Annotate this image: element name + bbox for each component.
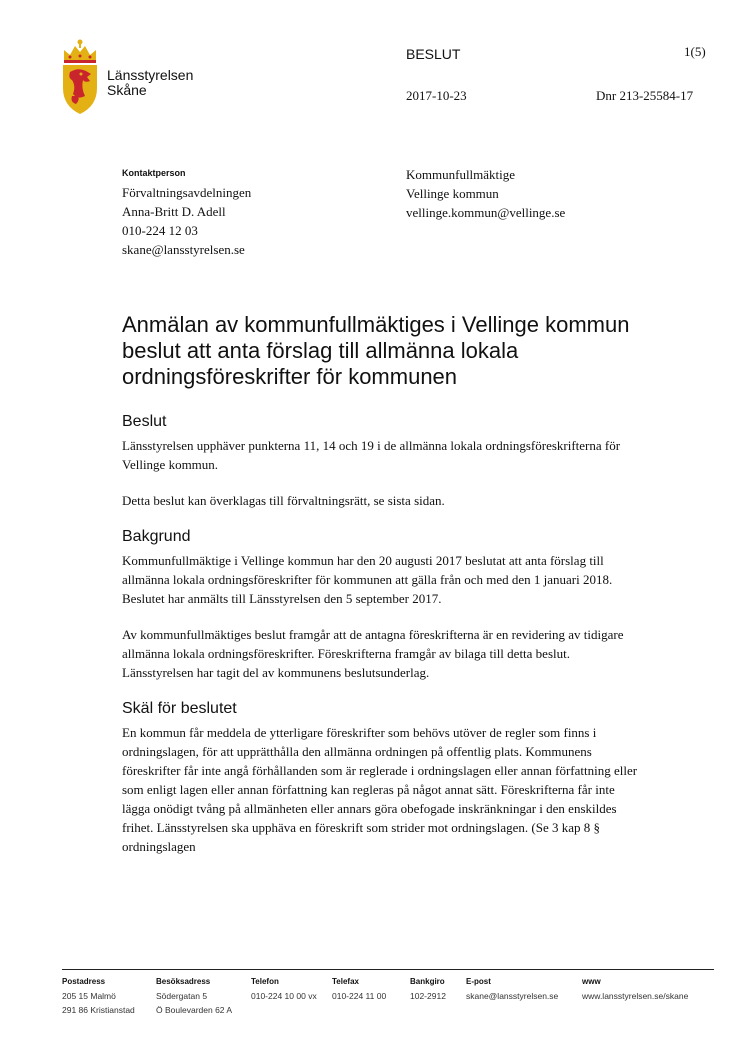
recipient-email: vellinge.kommun@vellinge.se [406,205,566,220]
section-heading: Skäl för beslutet [122,700,237,717]
coat-of-arms-icon [58,38,102,118]
paragraph: En kommun får meddela de ytterligare föreskrifter som behövs utöver de regler som finns i ordningslagen, för att upprätthålla den allmänna ordningen på offentlig plats. Kommunens föreskrifter får inte angå förhållanden som är reglerade i ordningslagen eller annan författning eller som enligt lagen eller annan författning kan regleras på något annat sätt. Föreskrifterna får inte lägga onödigt tvång på allmänheten eller annars göra obefogade inskränkningar i den enskildes frihet. Länsstyrelsen ska upphäva en föreskrift som strider mot ordningslagen. (Se 3 kap 8 § ordningslagen [122,725,638,854]
document-title: Anmälan av kommunfullmäktiges i Vellinge kommun beslut att anta förslag till allmänna lokala ordningsföreskrifter för kommunen [122,312,630,389]
recipient-line: Kommunfullmäktige [406,167,516,182]
footer-value: www.lansstyrelsen.se/skane [582,991,689,1001]
agency-name [107,68,193,98]
paragraph: Länsstyrelsen upphäver punkterna 11, 14 och 19 i de allmänna lokala ordningsföreskrifterna för Vellinge kommun. [122,438,621,472]
page-number: 1(5) [684,44,706,59]
footer-postadress [62,975,135,1017]
footer-value: Södergatan 5 [156,991,208,1001]
paragraph: Av kommunfullmäktiges beslut framgår att de antagna föreskrifterna är en revidering av tidigare allmänna lokala ordningsföreskrifter. Föreskrifterna framgår av bilaga till detta beslut. Länsstyrelsen har tagit del av kommunens beslutsunderlag. [122,627,624,680]
paragraph: Detta beslut kan överklagas till förvaltningsrätt, se sista sidan. [122,493,445,508]
footer-label: E-post [466,977,491,986]
footer-label: Telefon [251,977,279,986]
footer-epost [466,975,558,1003]
contact-label: Kontaktperson [122,168,186,178]
document-body [122,312,642,873]
contact-department: Förvaltningsavdelningen [122,185,252,200]
footer-value: 010-224 11 00 [332,991,387,1001]
contact-person: Anna-Britt D. Adell [122,204,226,219]
footer-label: Postadress [62,977,106,986]
footer-divider [62,969,714,970]
footer-telefon [251,975,317,1003]
agency-name-line2: Skåne [107,82,147,98]
footer-value: 291 86 Kristianstad [62,1005,135,1015]
footer-besoksadress [156,975,232,1017]
contact-block [122,168,251,259]
section-heading: Bakgrund [122,528,191,545]
section-bakgrund [122,527,642,682]
footer-value: 102-2912 [410,991,446,1001]
footer-telefax [332,975,386,1003]
document-reference: Dnr 213-25584-17 [596,88,694,103]
agency-logo [58,38,198,118]
paragraph: Kommunfullmäktige i Vellinge kommun har den 20 augusti 2017 beslutat att anta förslag till allmänna lokala ordningsföreskrifter för kommunen att gälla från och med den 1 januari 2018. Beslutet har anmälts till Länsstyrelsen den 5 september 2017. [122,553,613,606]
document-type: BESLUT [406,46,461,62]
footer-label: Bankgiro [410,977,445,986]
footer-value: 205 15 Malmö [62,991,116,1001]
document-date: 2017-10-23 [406,88,467,103]
footer-label: Besöksadress [156,977,211,986]
footer-www [582,975,688,1003]
footer-label: Telefax [332,977,359,986]
footer-label: www [582,977,601,986]
footer-value: 010-224 10 00 vx [251,991,317,1001]
section-beslut [122,412,642,510]
footer-value: skane@lansstyrelsen.se [466,991,559,1001]
section-skal [122,699,642,856]
footer-bankgiro [410,975,446,1003]
recipient-block [406,165,565,222]
section-heading: Beslut [122,413,167,430]
recipient-line: Vellinge kommun [406,186,499,201]
contact-phone: 010-224 12 03 [122,223,198,238]
footer-value: Ö Boulevarden 62 A [156,1005,233,1015]
contact-email: skane@lansstyrelsen.se [122,242,245,257]
agency-name-line1: Länsstyrelsen [107,67,194,83]
